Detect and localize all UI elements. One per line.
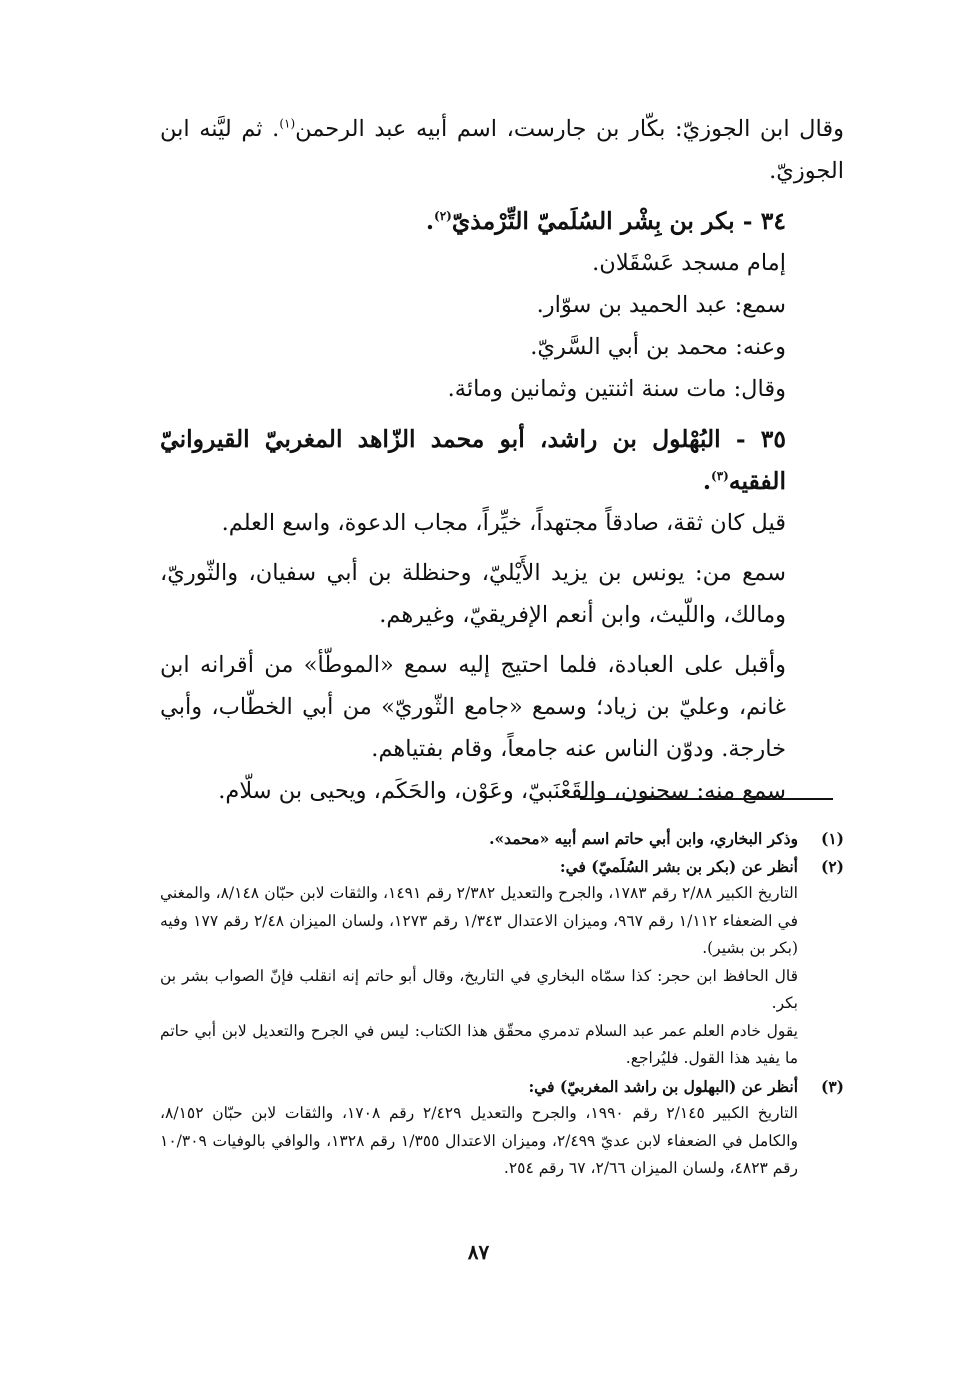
page-number: ٨٧ xyxy=(467,1240,490,1264)
footnote-text: يقول خادم العلم عمر عبد السلام تدمري محقّق هذا الكتاب: ليس في الجرح والتعديل لابن أبي حاتم ما يفيد هذا القول. فليُراجع. xyxy=(160,1021,798,1067)
paragraph: وأقبل على العبادة، فلما احتيج إليه سمع «الموطّأ» من أقرانه ابن غانم، وعليّ بن زياد؛ وسمع «جامع الثّوريّ» من أبي الخطّاب، وأبي خارجة. ودوّن الناس عنه جامعاً، وقام بفتياهم. xyxy=(160,652,786,762)
entry-heading: ٣٥ - البُهْلول بن راشد، أبو محمد الزّاهد المغربيّ القيروانيّ الفقيه$^{(٣)}$. xyxy=(160,425,786,495)
footnote-text: قال الحافظ ابن حجر: كذا سمّاه البخاري في التاريخ، وقال أبو حاتم إنه انقلب فإنّ الصواب بشر بن بكر. xyxy=(160,966,798,1012)
footnote-ref: (٣) xyxy=(711,469,729,484)
entry-line: قيل كان ثقة، صادقاً مجتهداً، خيِّراً، مجاب الدعوة، واسع العلم. xyxy=(221,510,786,536)
footnote-text: التاريخ الكبير ٢/٨٨ رقم ١٧٨٣، والجرح والتعديل ٢/٣٨٢ رقم ١٤٩١، والثقات لابن حبّان ٨/١٤٨، والمغني في الضعفاء ١/١١٢ رقم ٩٦٧، وميزان الاعتدال ١/٣٤٣ رقم ١٢٧٣، ولسان الميزان ٢/٤٨ رقم ١٧٧ وفيه (بكر بن بشير). xyxy=(160,884,798,957)
entry-line: وعنه: محمد بن أبي السَّريّ. xyxy=(530,334,786,360)
footnote-text: التاريخ الكبير ٢/١٤٥ رقم ١٩٩٠، والجرح والتعديل ٢/٤٢٩ رقم ١٧٠٨، والثقات لابن حبّان ٨/١٥٢، والكامل في الضعفاء لابن عديّ ٢/٤٩٩، وميزان الاعتدال ١/٣٥٥ رقم ١٣٢٨، والوافي بالوفيات ١٠/٣٠٩ رقم ٤٨٢٣، ولسان الميزان ٢/٦٦، ٦٧ رقم ٢٥٤. xyxy=(160,1104,798,1177)
footnote-text: وذكر البخاري، وابن أبي حاتم اسم أبيه «محمد». xyxy=(489,829,798,848)
paragraph: وقال ابن الجوزيّ: بكّار بن جارست، اسم أبيه عبد الرحمن$^{(١)}$. ثم ليَّنه ابن الجوزيّ. xyxy=(160,116,844,184)
entry-line: إمام مسجد عَسْقَلان. xyxy=(592,250,786,276)
footnote-ref: (٢) xyxy=(434,209,452,224)
footnote-number: (١) xyxy=(820,829,844,848)
footnote-text: أنظر عن (بكر بن بشر السُلَميّ) في: xyxy=(559,856,798,876)
footnote-number: (٣) xyxy=(820,1076,844,1096)
footnote xyxy=(160,825,844,853)
paragraph: سمع من: يونس بن يزيد الأَيْليّ، وحنظلة بن أبي سفيان، والثّوريّ، ومالك، واللّيث، وابن أنعم الإفريقيّ، وغيرهم. xyxy=(160,560,786,628)
footnote xyxy=(160,1073,844,1101)
main-text xyxy=(160,108,844,812)
footnotes xyxy=(160,825,844,1183)
footnote-number: (٢) xyxy=(820,856,844,876)
footnote xyxy=(160,853,844,881)
paragraph: سمع منه: سحنون، والقَعْنَبيّ، وعَوْن، والحَكَم، ويحيى بن سلّام. xyxy=(218,778,786,804)
footnote-text: أنظر عن (البهلول بن راشد المغربيّ) في: xyxy=(528,1076,798,1096)
entry-heading: ٣٤ - بكر بن بِشْر السُلَميّ التِّرْمذيّ$^{(٢)}$. xyxy=(425,207,786,235)
footnote-divider xyxy=(580,798,833,800)
footnote-ref: (١) xyxy=(279,116,296,131)
entry-line: وقال: مات سنة اثنتين وثمانين ومائة. xyxy=(447,376,786,402)
entry-line: سمع: عبد الحميد بن سوّار. xyxy=(536,292,786,318)
